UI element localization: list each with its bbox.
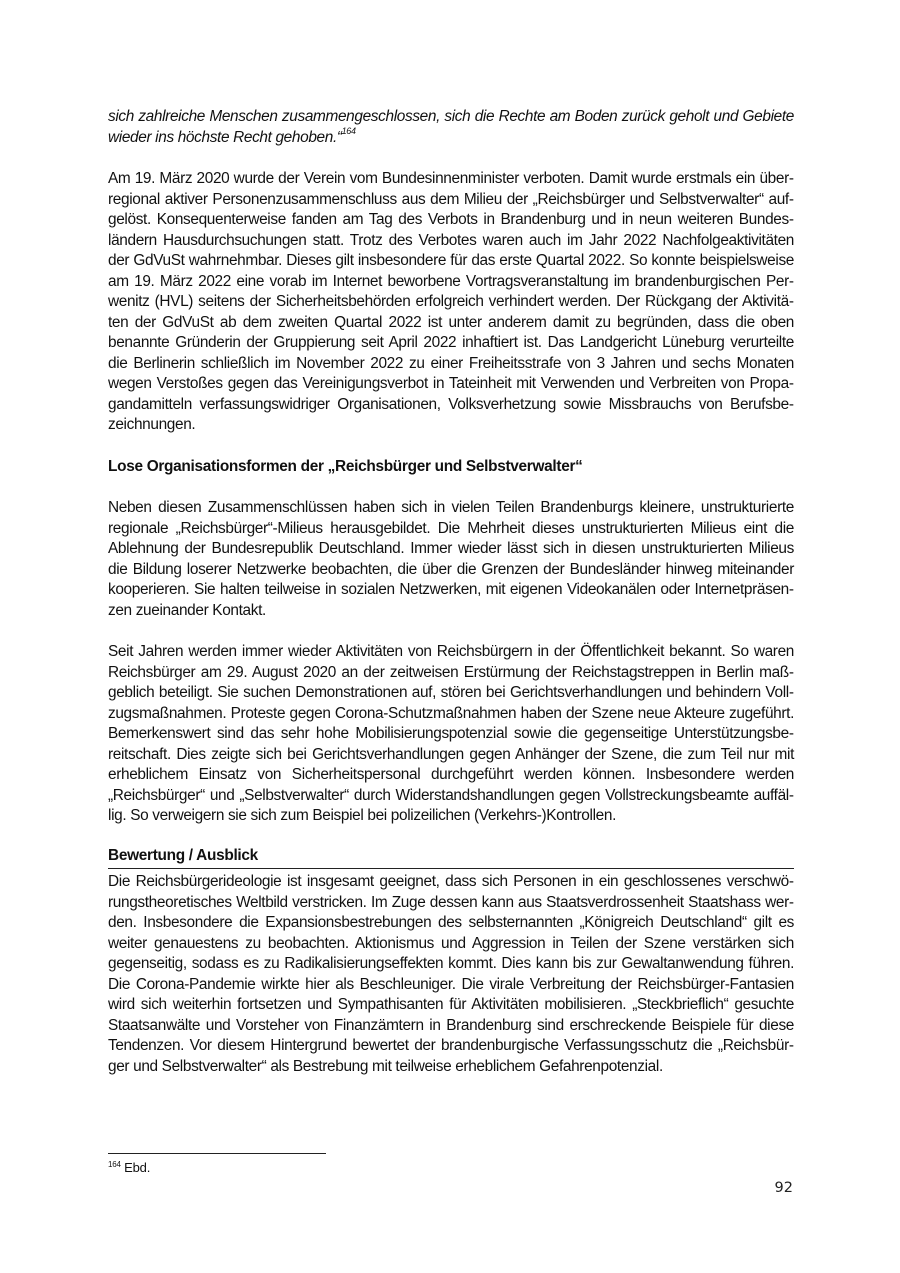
paragraph-assessment: Die Reichsbürgerideologie ist insgesamt geeignet, dass sich Personen in ein geschlossenes verschwörungstheoretisches Weltbild verstricken. Im Zuge dessen kann aus Staatsverdrossenheit Staatshass werden. Insbesondere die Expansionsbestrebungen des selbsternannten „Königreich Deutschland“ gilt es weiter genauestens zu beobachten. Aktionismus und Aggression in Teilen der Szene verstärken sich gegenseitig, sodass es zu Radikalisierungseffekten kommt. Dies kann bis zur Gewaltanwendung führen. Die Corona-Pandemie wirkte hier als Beschleuniger. Die virale Verbreitung der Reichsbürger-Fantasien wird sich weiterhin fortsetzen und Sympathisanten für Aktivitäten mobilisieren. „Steckbrieflich“ gesuchte Staatsanwälte und Vorsteher von Finanzämtern in Brandenburg sind erschreckende Beispiele für diese Tendenzen. Vor diesem Hintergrund bewertet der brandenburgische Verfassungsschutz die „Reichsbürger und Selbstverwalter“ als Bestrebung mit teilweise erheblichem Gefahrenpotenzial. — [108, 873, 794, 1075]
footnote-reference[interactable]: 164 — [341, 126, 356, 137]
quote-text: sich zahlreiche Menschen zusammengeschlossen, sich die Rechte am Boden zurück geholt und Gebiete wieder ins höchste Recht gehoben.“ — [108, 108, 794, 146]
page-number: 92 — [774, 1180, 793, 1196]
quote-paragraph — [108, 107, 794, 148]
section-heading-bewertung-ausblick: Bewertung / Ausblick — [108, 846, 794, 870]
paragraph-gdvust-ban: Am 19. März 2020 wurde der Verein vom Bundesinnenminister verboten. Damit wurde erstmals ein überregional aktiver Personenzusammenschluss aus dem Milieu der „Reichsbürger und Selbstverwalter“ aufgelöst. Konsequenterweise fanden am Tag des Verbots in Brandenburg und in neun weiteren Bundesländern Hausdurchsuchungen statt. Trotz des Verbotes waren auch im Jahr 2022 Nachfolgeaktivitäten der GdVuSt wahrnehmbar. Dieses gilt insbesondere für das erste Quartal 2022. So konnte beispielsweise am 19. März 2022 eine vorab im Internet beworbene Vortragsveranstaltung im brandenburgischen Perwenitz (HVL) seitens der Sicherheitsbehörden erfolgreich verhindert werden. Der Rückgang der Aktivitäten der GdVuSt ab dem zweiten Quartal 2022 ist unter anderem damit zu begründen, dass die oben benannte Gründerin der Gruppierung seit April 2022 inhaftiert ist. Das Landgericht Lüneburg verurteilte die Berlinerin schließlich im November 2022 zu einer Freiheitsstrafe von 3 Jahren und sechs Monaten wegen Verstoßes gegen das Vereinigungsverbot in Tateinheit mit Verwenden und Verbreiten von Propagandamitteln verfassungswidriger Organisationen, Volksverhetzung sowie Missbrauchs von Berufsbezeichnungen. — [108, 170, 794, 433]
footnote-number: 164 — [108, 1159, 121, 1169]
document-body — [108, 107, 794, 1077]
paragraph-regional-milieus: Neben diesen Zusammenschlüssen haben sich in vielen Teilen Brandenburgs kleinere, unstrukturierte regionale „Reichsbürger“-Milieus herausgebildet. Die Mehrheit dieses unstrukturierten Milieus eint die Ablehnung der Bundesrepublik Deutschland. Immer wieder lässt sich in diesen unstrukturierten Milieus die Bildung loserer Netzwerke beobachten, die über die Grenzen der Bundesländer hinweg miteinander kooperieren. Sie halten teilweise in sozialen Netzwerken, mit eigenen Videokanälen oder Internetpräsenzen zueinander Kontakt. — [108, 499, 794, 619]
section-heading-lose-organisationsformen: Lose Organisationsformen der „Reichsbürger und Selbstverwalter“ — [108, 457, 583, 475]
footnote — [108, 1160, 150, 1176]
paragraph-public-activities: Seit Jahren werden immer wieder Aktivitäten von Reichsbürgern in der Öffentlichkeit bekannt. So waren Reichsbürger am 29. August 2020 an der zeitweisen Erstürmung der Reichstagstreppen in Berlin maßgeblich beteiligt. Sie suchen Demonstrationen auf, stören bei Gerichtsverhandlungen und behindern Vollzugsmaßnahmen. Proteste gegen Corona-Schutzmaßnahmen haben der Szene neue Akteure zugeführt. Bemerkenswert sind das sehr hohe Mobilisierungspotenzial sowie die gegenseitige Unterstützungsbereitschaft. Dies zeigte sich bei Gerichtsverhandlungen gegen Anhänger der Szene, die zum Teil nur mit erheblichem Einsatz von Sicherheitspersonal durchgeführt werden können. Insbesondere werden „Reichsbürger“ und „Selbstverwalter“ durch Widerstandshandlungen gegen Vollstreckungsbeamte auffällig. So verweigern sie sich zum Beispiel bei polizeilichen (Verkehrs-)Kontrollen. — [108, 643, 794, 824]
footnote-separator — [108, 1153, 326, 1154]
footnote-text: Ebd. — [120, 1160, 151, 1175]
